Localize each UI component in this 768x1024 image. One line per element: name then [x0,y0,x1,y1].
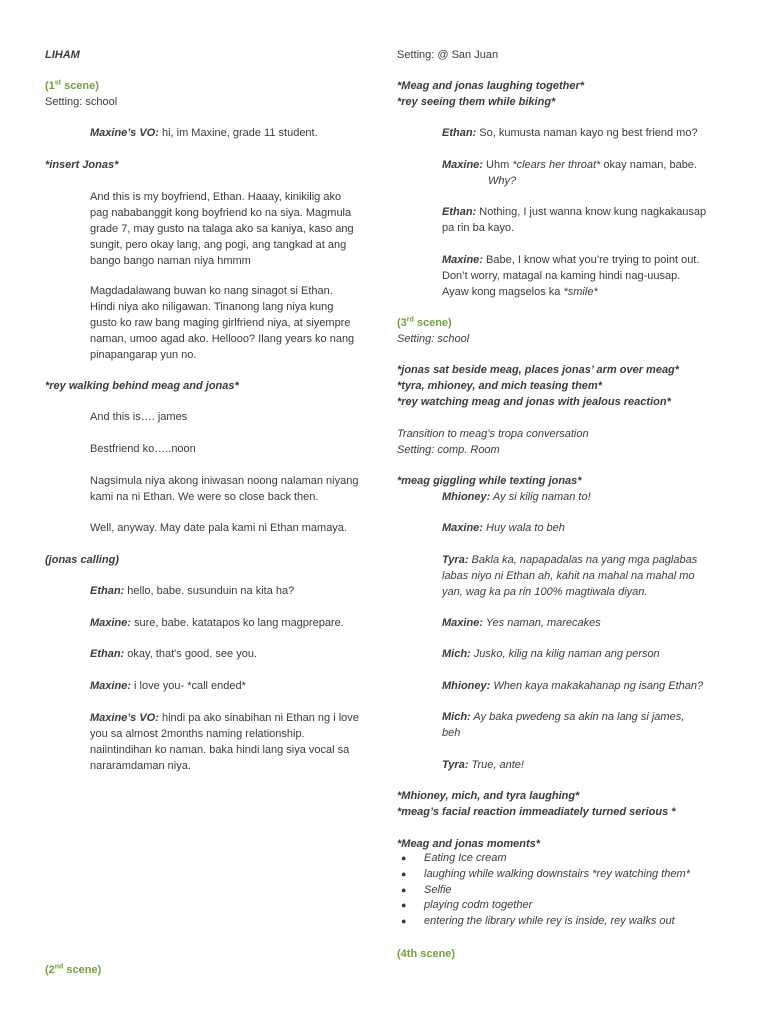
speaker-label: Ethan: [442,127,477,139]
narration-paragraph-1: And this is my boyfriend, Ethan. Haaay, kinikilig ako pag nababanggit kong boyfriend ko na siya. Magmula grade 7, may gusto na talaga ako sa kaniya, kaso ang sungit, pero okay lang, ang pogi, ang tangkad at ang bango bango naman niya hmmm [90,191,354,267]
scene-1-suffix: scene) [61,80,99,92]
setting-san-juan: Setting: @ San Juan [397,49,499,61]
speaker-label: Mich: [442,711,471,723]
bullet-icon: ● [401,868,407,879]
scene-4-heading: (4th scene) [397,948,456,960]
narration-paragraph-5: Nagsimula niya akong iniwasan noong nalaman niyang kami na ni Ethan. We were so close back then. [90,475,359,503]
dialogue-text: Babe, I know what you’re trying to point out. Don’t worry, matagal na kaming hindi nag-uusap. Ayaw kong magselos ka [442,254,700,298]
dialogue-maxine-3-why: Why? [488,175,517,187]
scene-1-heading [45,78,375,94]
narration-paragraph-2: Magdadalawang buwan ko nang sinagot si Ethan. Hindi niya ako niligawan. Tinanong lang niya kung gusto ko raw bang maging girlfriend niya, at siyempre naman, umoo agad ako. Hellooo? Ilang years ko nang pinapangarap yun no. [90,285,355,361]
scene-3-prefix: (3 [397,317,407,329]
speaker-label: Maxine: [442,617,483,629]
dialogue-text: Jusko, kilig na kilig naman ang person [470,648,660,660]
dialogue-text: Ay si kilig naman to! [490,491,591,503]
speaker-label: Ethan: [90,648,125,660]
list-item [397,851,727,867]
dialogue-text: hello, babe. susunduin na kita ha? [124,585,295,597]
list-item [397,898,727,914]
list-item-text: playing codm together [424,899,533,912]
stage-direction-laughing: *Meag and jonas laughing together* [397,80,585,92]
scene-1-prefix: (1 [45,80,55,92]
dialogue-text-continued: okay naman, babe. [600,159,697,171]
transition-note: Transition to meag’s tropa conversation [397,428,589,440]
speaker-label: Maxine: [442,254,483,266]
dialogue-action: *clears her throat* [512,159,601,171]
stage-direction-serious: *meag’s facial reaction immeadiately turned serious * [397,806,676,818]
maxine-vo-line-2 [90,710,375,774]
dialogue-text: When kaya makakahanap ng isang Ethan? [490,680,704,692]
list-item-text: laughing while walking downstairs *rey watching them* [424,867,690,880]
speaker-label: Mhioney: [442,491,491,503]
speaker-label: Mhioney: [442,680,491,692]
bullet-icon: ● [401,916,407,927]
moments-heading: *Meag and jonas moments* [397,838,541,850]
dialogue-text: okay, that's good. see you. [124,648,257,660]
scene-2-prefix: (2 [45,964,55,976]
list-item [397,867,727,883]
bullet-icon: ● [401,900,407,911]
dialogue-mich-1 [442,646,727,662]
direction-text-emphasis: places jonas’ arm over meag [524,364,675,376]
speaker-label: Maxine: [442,522,483,534]
scene-3-heading [397,315,727,331]
dialogue-mich-2 [442,709,727,741]
dialogue-text: Nothing, I just wanna know kung nagkakausap pa rin ba kayo. [442,206,707,234]
dialogue-text: So, kumusta naman kayo ng best friend mo? [476,127,698,139]
stage-direction-jonas-calling: (jonas calling) [45,554,119,566]
direction-text-end: * [674,364,680,376]
speaker-label: Tyra: [442,759,469,771]
speaker-label: Maxine: [90,680,131,692]
speaker-label: Ethan: [442,206,477,218]
dialogue-maxine-5 [442,520,727,536]
scene-3-ordinal: rd [406,316,414,324]
scene-2-heading [45,962,375,978]
scene-3-setting: Setting: school [397,333,470,345]
setting-comp-room: Setting: comp. Room [397,444,500,456]
narration-paragraph-6: Well, anyway. May date pala kami ni Ethan mamaya. [90,522,347,534]
speaker-label: Maxine: [90,617,131,629]
speaker-label: Maxine’s VO: [90,712,159,724]
dialogue-maxine-2 [90,678,375,694]
dialogue-ethan-4 [442,204,727,236]
list-item-text: Selfie [424,883,452,896]
scene-1-setting: Setting: school [45,96,118,108]
dialogue-mhioney-1 [442,489,727,505]
dialogue-text: hindi pa ako sinabihan ni Ethan ng i love you sa almost 2months naming relationship. naiintindihan ko naman. baka hindi lang siya vocal sa nararamdaman niya. [90,712,359,772]
dialogue-mhioney-2 [442,678,727,694]
dialogue-text: Bakla ka, napapadalas na yang mga paglabas labas niyo ni Ethan ah, kahit na mahal na mahal mo yan, wag ka pa rin 100% magtiwala diyan. [442,554,698,598]
dialogue-ethan-1 [90,583,375,599]
narration-paragraph-4: Bestfriend ko…..noon [90,443,196,455]
dialogue-text: Huy wala to beh [482,522,565,534]
scene-2-ordinal: nd [54,963,64,971]
dialogue-maxine-1 [90,615,375,631]
dialogue-text: Ay baka pwedeng sa akin na lang si james, beh [442,711,685,739]
dialogue-action: *smile* [563,286,598,298]
stage-direction-insert-jonas: *insert Jonas* [45,159,119,171]
speaker-label: Maxine’s VO: [90,127,159,139]
dialogue-text: Yes naman, marecakes [482,617,601,629]
dialogue-ethan-2 [90,646,375,662]
stage-direction-group-laughing: *Mhioney, mich, and tyra laughing* [397,790,580,802]
maxine-vo-line-1 [90,125,375,141]
document-title: LIHAM [45,49,80,61]
dialogue-maxine-3 [442,157,727,173]
stage-direction-teasing: *tyra, mhioney, and mich teasing them* [397,380,602,392]
scene-1-ordinal: st [54,79,62,87]
moments-list [397,851,727,930]
stage-direction-jealous: *rey watching meag and jonas with jealous reaction* [397,396,671,408]
speaker-label: Ethan: [90,585,125,597]
dialogue-maxine-4 [442,252,727,300]
list-item-text: Eating Ice cream [424,852,507,864]
list-item [397,914,727,930]
direction-text: *jonas sat beside meag, [397,364,525,376]
dialogue-tyra-2 [442,757,727,773]
stage-direction-rey-walking: *rey walking behind meag and jonas* [45,380,239,392]
bullet-icon: ● [401,853,407,863]
dialogue-text: True, ante! [468,759,524,771]
dialogue-text: sure, babe. katatapos ko lang magprepare. [130,617,344,629]
speaker-label: Mich: [442,648,471,660]
scene-2-suffix: scene) [63,964,102,976]
stage-direction-giggling: *meag giggling while texting jonas* [397,475,582,487]
narration-paragraph-3: And this is…. james [90,411,188,423]
speaker-label: Tyra: [442,554,469,566]
scene-3-suffix: scene) [413,317,452,329]
list-item [397,883,727,899]
dialogue-tyra-1 [442,552,727,600]
dialogue-text: Uhm [482,159,513,171]
stage-direction-biking: *rey seeing them while biking* [397,96,556,108]
dialogue-ethan-3 [442,125,727,141]
speaker-label: Maxine: [442,159,483,171]
stage-direction-jonas-sat [397,362,727,378]
dialogue-text: hi, im Maxine, grade 11 student. [158,127,318,139]
list-item-text: entering the library while rey is inside, rey walks out [424,915,675,928]
dialogue-text: i love you- *call ended* [130,680,246,692]
bullet-icon: ● [401,884,407,895]
dialogue-maxine-6 [442,615,727,631]
